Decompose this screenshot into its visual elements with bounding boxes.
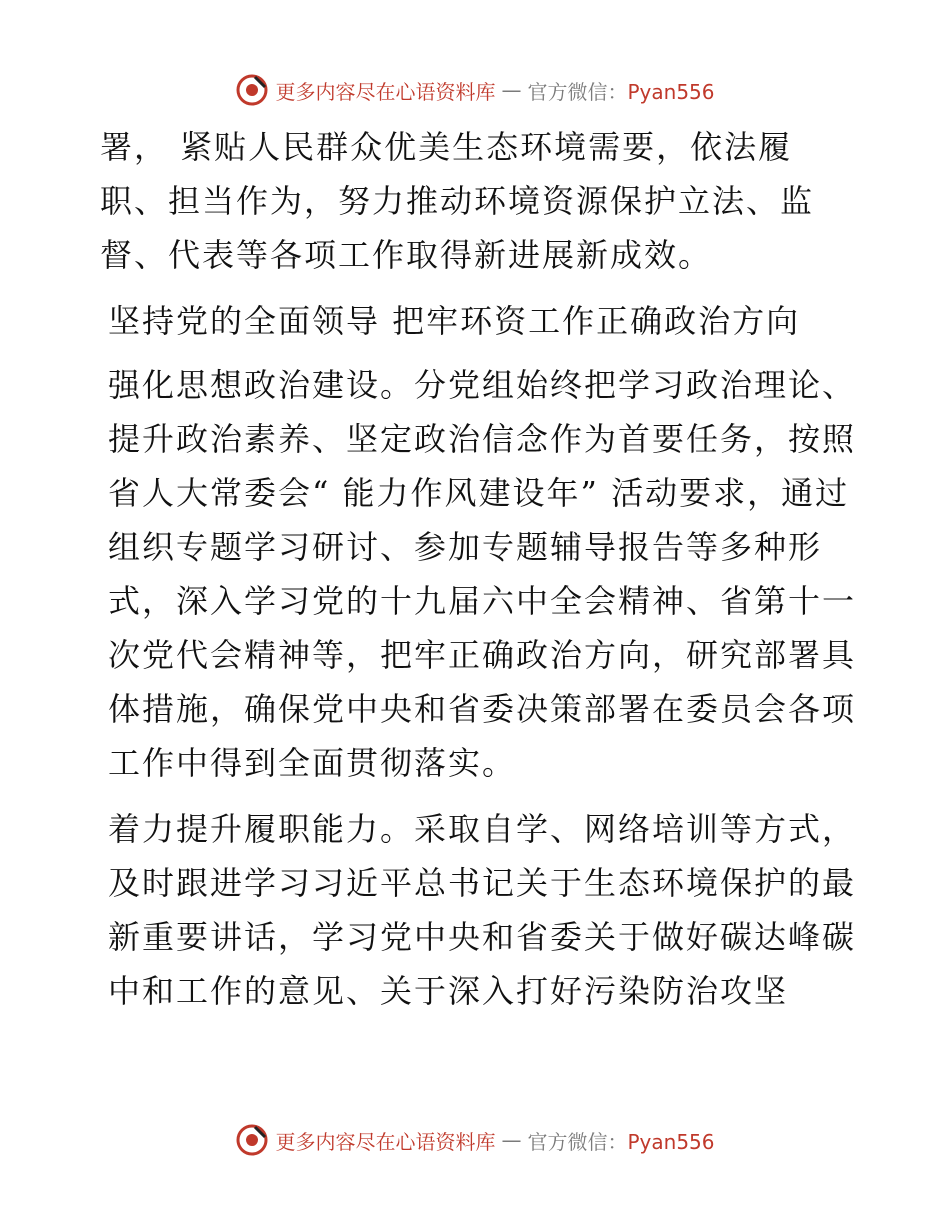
banner-site-text: 更多内容尽在心语资料库 [275, 79, 496, 104]
brand-logo-icon [235, 1123, 269, 1157]
brand-logo-icon [235, 73, 269, 107]
banner-wechat-id: Pyan556 [627, 1129, 715, 1154]
paragraph-ability: 着力提升履职能力。采取自学、网络培训等方式，及时跟进学习习近平总书记关于生态环境保护的最新重要讲话，学习党中央和省委关于做好碳达峰碳中和工作的意见、关于深入打好污染防治攻坚 [108, 810, 857, 1010]
banner-site-text: 更多内容尽在心语资料库 [275, 1129, 496, 1154]
banner-separator: — [501, 78, 522, 102]
paragraph-intro: 署， 紧贴人民群众优美生态环境需要，依法履职、担当作为，努力推动环境资源保护立法、监督、代表等各项工作取得新进展新成效。 [100, 128, 815, 274]
document-body [100, 120, 860, 1030]
banner-wechat [527, 1126, 714, 1155]
banner-wechat-label: 官方微信： [527, 1129, 628, 1154]
banner-wechat-label: 官方微信： [527, 79, 628, 104]
header-banner [0, 70, 950, 110]
banner-separator: — [501, 1128, 522, 1152]
banner-wechat-id: Pyan556 [627, 79, 715, 104]
footer-banner [0, 1120, 950, 1160]
banner-wechat [527, 76, 714, 105]
section-heading: 坚持党的全面领导 把牢环资工作正确政治方向 [108, 302, 801, 340]
paragraph-politics: 强化思想政治建设。分党组始终把学习政治理论、提升政治素养、坚定政治信念作为首要任务，按照省人大常委会“ 能力作风建设年” 活动要求，通过组织专题学习研讨、参加专题辅导报告等多种形式，深入学习党的十九届六中全会精神、省第十一次党代会精神等，把牢正确政治方向，研究部署具体措施，确保党中央和省委决策部署在委员会各项工作中得到全面贯彻落实。 [108, 366, 857, 782]
